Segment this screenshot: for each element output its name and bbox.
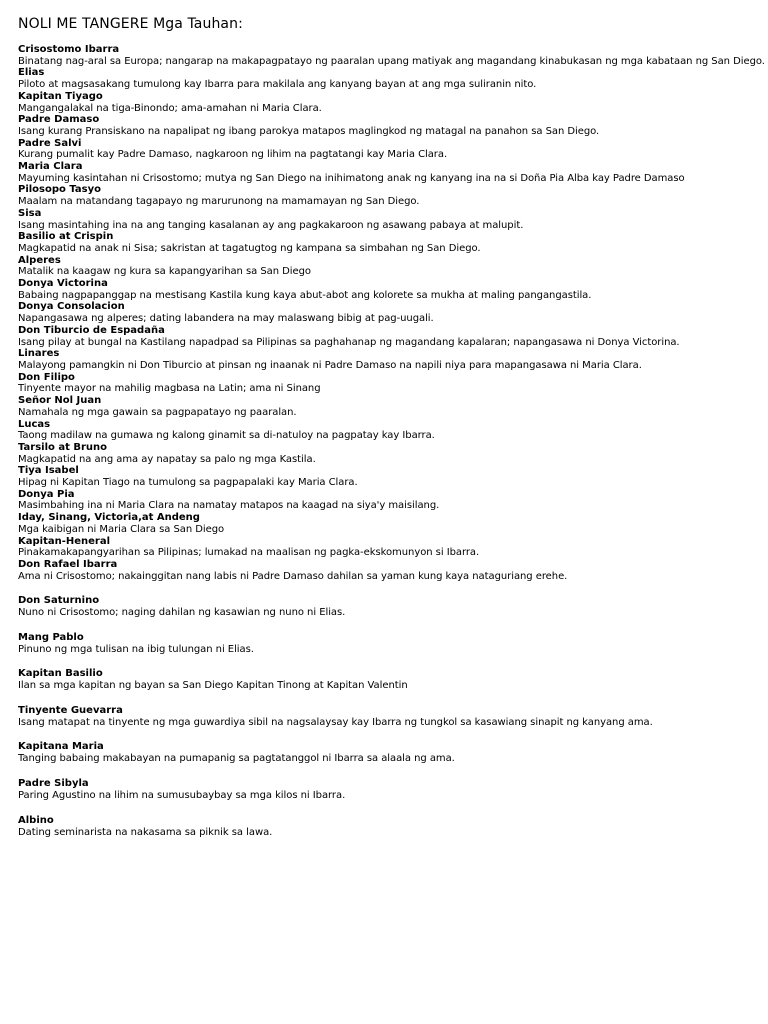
- character-description: Pinakamakapangyarihan sa Pilipinas; lumakad na maalisan ng pagka-ekskomunyon si Ibarra.: [18, 547, 480, 559]
- character-entry: [18, 325, 762, 348]
- character-description: Binatang nag-aral sa Europa; nangarap na makapagpatayo ng paaralan upang matiyak ang magandang kinabukasan ng mga kabataan ng San Diego.: [18, 55, 765, 67]
- character-name: Crisostomo Ibarra: [18, 44, 120, 55]
- character-entry: [18, 184, 762, 207]
- character-name: Mang Pablo: [18, 631, 84, 643]
- character-entry: [18, 815, 762, 839]
- character-entry: [18, 536, 762, 559]
- character-name: Alperes: [18, 254, 61, 266]
- character-entry: [18, 301, 762, 324]
- character-description: Isang masintahing ina na ang tanging kasalanan ay ang pagkakaroon ng asawang pabaya at malupit.: [18, 219, 524, 231]
- character-description: Masimbahing ina ni Maria Clara na namatay matapos na kaagad na siya'y maisilang.: [18, 500, 440, 512]
- character-description: Mga kaibigan ni Maria Clara sa San Diego: [18, 523, 225, 535]
- character-description: Isang pilay at bungal na Kastilang napadpad sa Pilipinas sa paghahanap ng magandang kapalaran; napangasawa ni Donya Victorina.: [18, 336, 680, 348]
- character-entry: [18, 741, 762, 765]
- character-entry: [18, 348, 762, 371]
- character-entry: [18, 67, 762, 90]
- character-name: Padre Damaso: [18, 114, 100, 126]
- character-name: Kapitan-Heneral: [18, 535, 111, 547]
- character-name: Donya Victorina: [18, 278, 108, 290]
- character-name: Tiya Isabel: [18, 465, 79, 477]
- character-name: Iday, Sinang, Victoria,at Andeng: [18, 512, 200, 524]
- character-description: Tanging babaing makabayan na pumapanig sa pagtatanggol ni Ibarra sa alaala ng ama.: [18, 753, 455, 765]
- document-title: NOLI ME TANGERE Mga Tauhan:: [18, 16, 243, 32]
- character-name: Lucas: [18, 418, 51, 430]
- character-name: Padre Sibyla: [18, 777, 89, 789]
- character-name: Linares: [18, 348, 60, 360]
- character-description: Magkapatid na anak ni Sisa; sakristan at tagatugtog ng kampana sa simbahan ng San Diego.: [18, 242, 481, 254]
- character-entry: [18, 114, 762, 137]
- character-description: Taong madilaw na gumawa ng kalong ginamit sa di-natuloy na pagpatay kay Ibarra.: [18, 430, 435, 442]
- character-name: Don Filipo: [18, 371, 75, 383]
- character-description: Tinyente mayor na mahilig magbasa na Latin; ama ni Sinang: [18, 383, 321, 395]
- character-description: Kurang pumalit kay Padre Damaso, nagkaroon ng lihim na pagtatangi kay Maria Clara.: [18, 149, 448, 161]
- character-entry: [18, 778, 762, 802]
- character-entry: [18, 161, 762, 184]
- character-entry: [18, 91, 762, 114]
- character-description: Ama ni Crisostomo; nakainggitan nang labis ni Padre Damaso dahilan sa yaman kung kaya nataguriang erehe.: [18, 570, 568, 582]
- character-name: Donya Consolacion: [18, 301, 125, 313]
- character-description: Matalik na kaagaw ng kura sa kapangyarihan sa San Diego: [18, 266, 311, 278]
- character-list: [18, 44, 765, 582]
- character-entry: [18, 632, 762, 656]
- character-name: Kapitan Tiyago: [18, 90, 103, 102]
- character-entry: [18, 668, 762, 692]
- character-entry: [18, 44, 765, 67]
- character-list-more: [18, 595, 762, 839]
- character-name: Kapitan Basilio: [18, 668, 103, 680]
- character-description: Nuno ni Crisostomo; naging dahilan ng kasawian ng nuno ni Elias.: [18, 606, 346, 618]
- character-description: Napangasawa ng alperes; dating labandera na may malaswang bibig at pag-uugali.: [18, 313, 434, 325]
- character-description: Ilan sa mga kapitan ng bayan sa San Diego Kapitan Tinong at Kapitan Valentin: [18, 680, 408, 692]
- character-entry: [18, 208, 762, 231]
- character-description: Pinuno ng mga tulisan na ibig tulungan ni Elias.: [18, 643, 254, 655]
- character-name: Elias: [18, 67, 45, 79]
- character-name: Kapitana Maria: [18, 741, 104, 753]
- character-description: Malayong pamangkin ni Don Tiburcio at pinsan ng inaanak ni Padre Damaso na napili niya para mapangasawa ni Maria Clara.: [18, 359, 642, 371]
- character-name: Albino: [18, 814, 54, 826]
- character-entry: [18, 489, 762, 512]
- character-description: Maalam na matandang tagapayo ng marurunong na mamamayan ng San Diego.: [18, 196, 420, 208]
- character-entry: [18, 372, 762, 395]
- character-name: Tinyente Guevarra: [18, 704, 123, 716]
- character-description: Dating seminarista na nakasama sa piknik sa lawa.: [18, 826, 273, 838]
- character-name: Pilosopo Tasyo: [18, 184, 102, 196]
- character-name: Don Rafael Ibarra: [18, 558, 118, 570]
- character-entry: [18, 138, 762, 161]
- character-entry: [18, 255, 762, 278]
- character-description: Piloto at magsasakang tumulong kay Ibarra para makilala ang kanyang bayan at ang mga suliranin nito.: [18, 79, 537, 91]
- character-description: Magkapatid na ang ama ay napatay sa palo ng mga Kastila.: [18, 453, 316, 465]
- character-name: Tarsilo at Bruno: [18, 441, 108, 453]
- character-description: Mangangalakal na tiga-Binondo; ama-amahan ni Maria Clara.: [18, 102, 322, 114]
- character-description: Paring Agustino na lihim na sumusubaybay sa mga kilos ni Ibarra.: [18, 789, 346, 801]
- character-description: Isang kurang Pransiskano na napalipat ng ibang parokya matapos maglingkod ng matagal na panahon sa San Diego.: [18, 125, 600, 137]
- character-entry: [18, 419, 762, 442]
- character-entry: [18, 559, 762, 582]
- character-entry: [18, 278, 762, 301]
- character-entry: [18, 465, 762, 488]
- character-name: Padre Salvi: [18, 137, 82, 149]
- character-description: Isang matapat na tinyente ng mga guwardiya sibil na nagsalaysay kay Ibarra ng tungkol sa kasawiang sinapit ng kanyang ama.: [18, 716, 653, 728]
- document-page: [18, 16, 765, 839]
- character-name: Basilio at Crispin: [18, 231, 114, 243]
- character-description: Hipag ni Kapitan Tiago na tumulong sa pagpapalaki kay Maria Clara.: [18, 477, 358, 489]
- character-name: Donya Pia: [18, 488, 75, 500]
- character-name: Don Saturnino: [18, 594, 100, 606]
- character-description: Namahala ng mga gawain sa pagpapatayo ng paaralan.: [18, 406, 297, 418]
- character-entry: [18, 595, 762, 619]
- character-name: Sisa: [18, 207, 42, 219]
- character-name: Señor Nol Juan: [18, 395, 102, 407]
- character-entry: [18, 442, 762, 465]
- character-name: Maria Clara: [18, 161, 83, 173]
- character-description: Babaing nagpapanggap na mestisang Kastila kung kaya abut-abot ang kolorete sa mukha at maling pangangastila.: [18, 289, 592, 301]
- character-name: Don Tiburcio de Espadaña: [18, 324, 165, 336]
- character-entry: [18, 231, 762, 254]
- character-entry: [18, 395, 762, 418]
- character-entry: [18, 705, 762, 729]
- character-description: Mayuming kasintahan ni Crisostomo; mutya ng San Diego na inihimatong anak ng kanyang ina na si Doña Pia Alba kay Padre Damaso: [18, 172, 685, 184]
- character-entry: [18, 512, 762, 535]
